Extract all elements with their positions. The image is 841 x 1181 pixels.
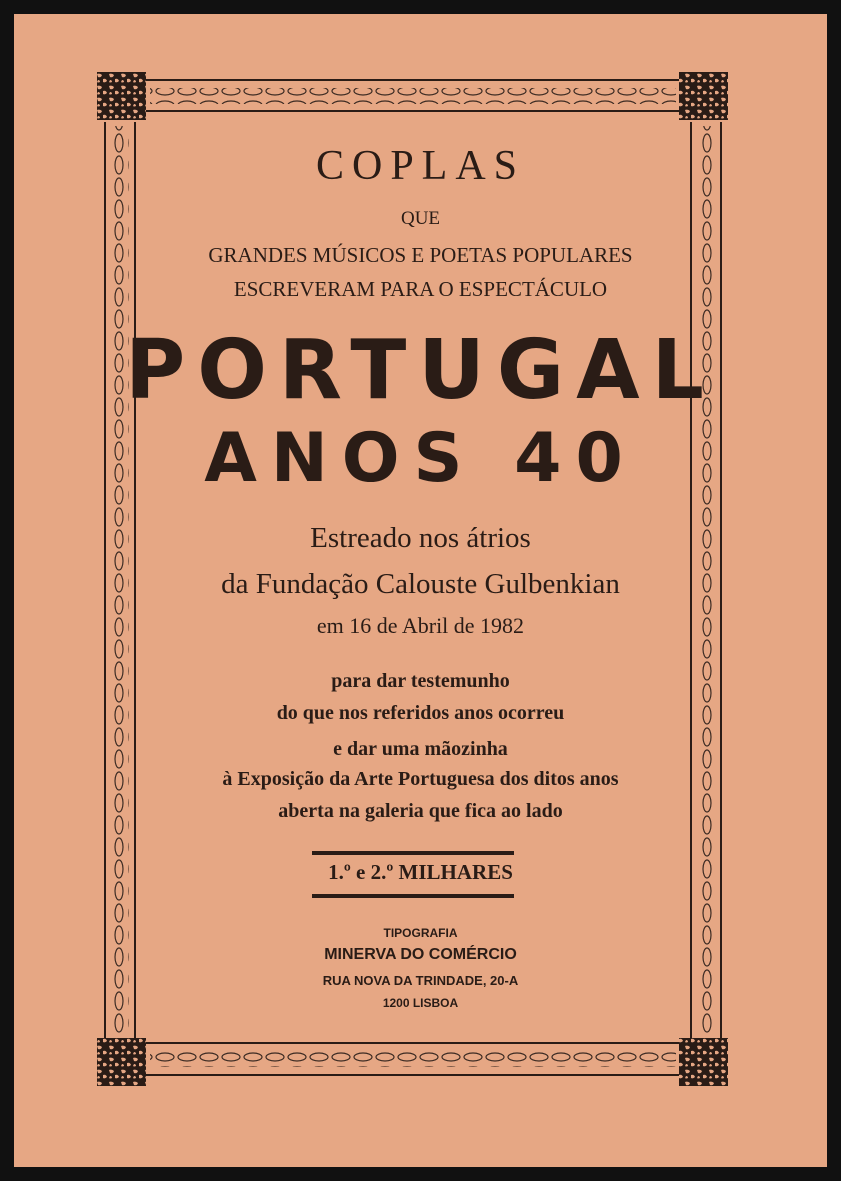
purpose-line-5: aberta na galeria que fica ao lado: [278, 800, 563, 822]
purpose-line-3: e dar uma mãozinha: [333, 738, 508, 760]
printer-name: MINERVA DO COMÉRCIO: [324, 946, 517, 963]
main-title-line-1: PORTUGAL: [125, 323, 716, 418]
heading-que: QUE: [400, 208, 441, 229]
subheading-line-1: GRANDES MÚSICOS E POETAS POPULARES: [208, 243, 633, 267]
subheading-line-2: ESCREVERAM PARA O ESPECTÁCULO: [233, 277, 608, 301]
divider-top: [312, 851, 514, 855]
main-title-line-2: ANOS 40: [204, 419, 637, 498]
heading-coplas: COPLAS: [315, 143, 526, 189]
divider-bottom: [312, 894, 514, 898]
purpose-line-4: à Exposição da Arte Portuguesa dos ditos anos: [222, 768, 619, 790]
purpose-line-2: do que nos referidos anos ocorreu: [276, 702, 565, 724]
premiere-line-2: da Fundação Calouste Gulbenkian: [221, 568, 620, 600]
premiere-line-1: Estreado nos átrios: [310, 522, 531, 554]
premiere-date: em 16 de Abril de 1982: [316, 613, 525, 638]
printer-line-1: TIPOGRAFIA: [383, 926, 458, 940]
printer-city: 1200 LISBOA: [382, 996, 459, 1010]
purpose-line-1: para dar testemunho: [331, 670, 510, 692]
edition-label: 1.º e 2.º MILHARES: [328, 860, 513, 884]
printer-address: RUA NOVA DA TRINDADE, 20-A: [322, 973, 519, 988]
